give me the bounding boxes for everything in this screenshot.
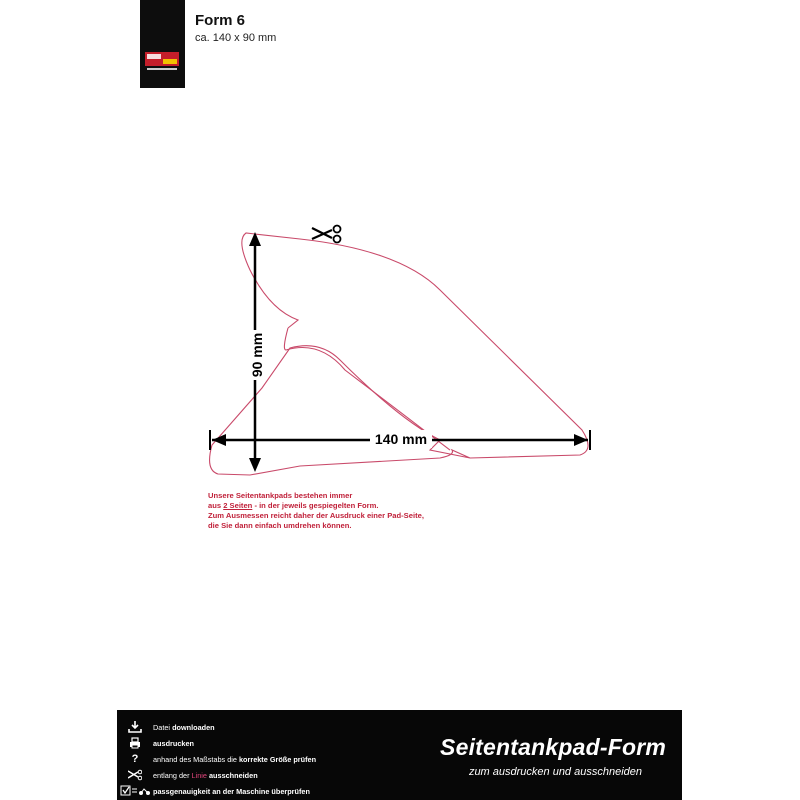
step-print: ausdrucken (117, 736, 194, 750)
download-icon (117, 721, 153, 733)
page-title: Form 6 (195, 12, 246, 29)
height-arrow-head-bottom (249, 458, 261, 472)
brand-title: Seitentankpad-Form (440, 734, 666, 760)
step-fit: passgenauigkeit an der Maschine überprüfen (117, 784, 310, 798)
step-cut: entlang der Linie ausschneiden (117, 768, 258, 782)
step-check-size: ? anhand des Maßstabs die korrekte Größe prüfen (117, 752, 316, 766)
width-label: 140 mm (374, 431, 428, 447)
scissors-icon (312, 226, 341, 243)
two-sides-link: 2 Seiten (223, 501, 253, 510)
width-arrow-head-left (212, 434, 226, 446)
page-subtitle: ca. 140 x 90 mm (195, 32, 277, 44)
question-icon: ? (131, 753, 139, 765)
height-label: 90 mm (249, 332, 265, 378)
instructions-footer (117, 710, 682, 800)
step-download: Datei downloaden (117, 720, 215, 734)
two-sides-note: Unsere Seitentankpads bestehen immer aus 2 Seiten - in der jeweils gespiegelten Form. Zum Ausmessen reicht daher der Ausdruck einer Pad-Seite, die Sie dann einfach umdrehen können. (208, 491, 424, 530)
scissors-icon (117, 769, 153, 781)
brand-subtitle: zum ausdrucken und ausschneiden (468, 766, 642, 778)
printer-icon (117, 737, 153, 749)
check-machine-icon (117, 785, 153, 797)
